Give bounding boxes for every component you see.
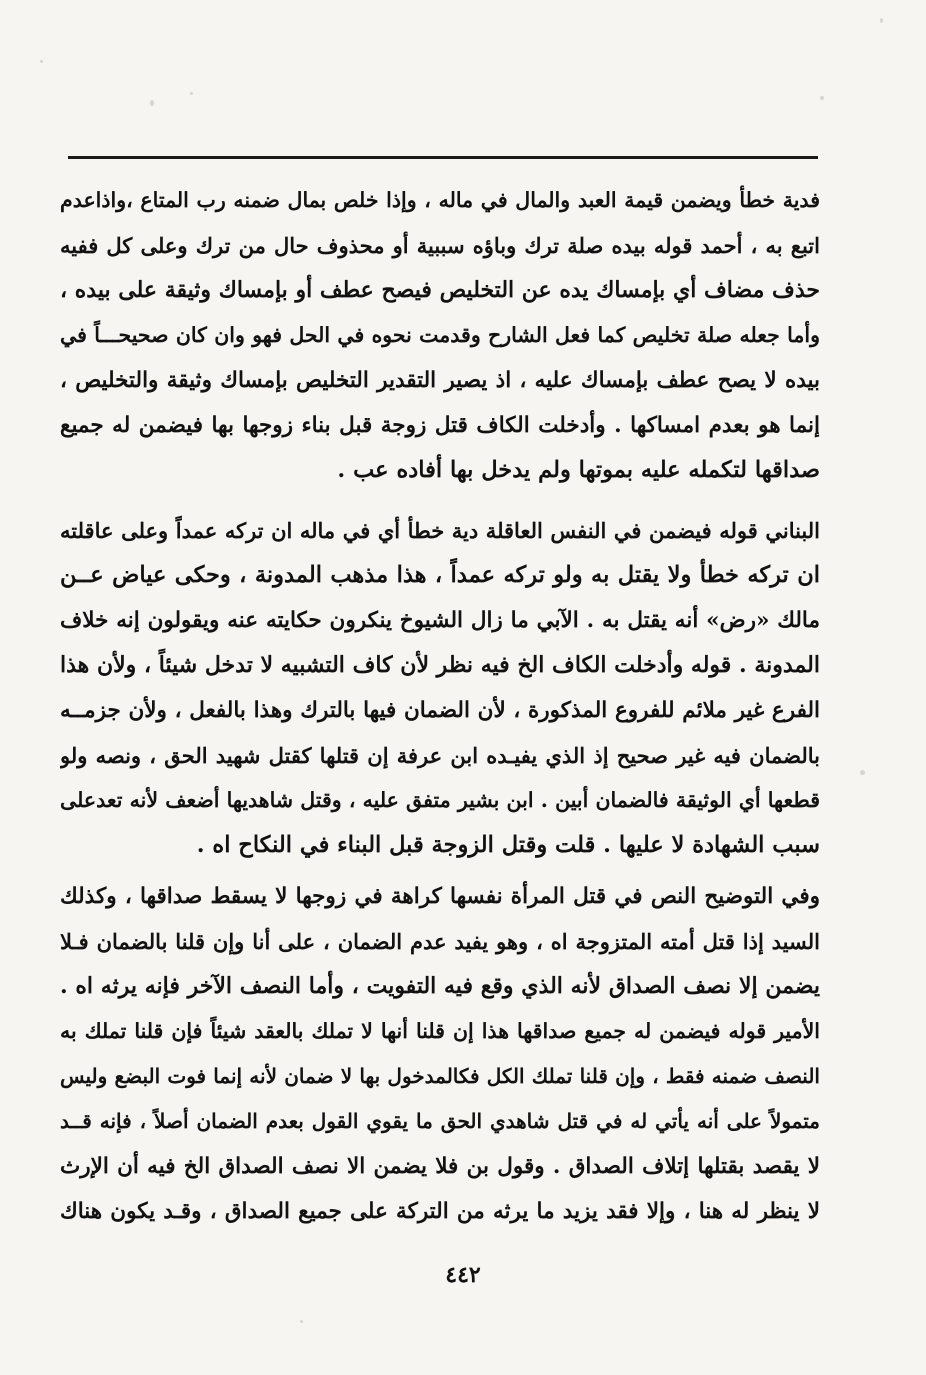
text-line: اتبع به ، أحمد قوله بيده صلة ترك وباؤه سببية أو محذوف حال من ترك وعلى كل ففيه <box>60 233 820 258</box>
paragraph-3 <box>60 874 820 1234</box>
scan-speckle <box>300 1320 303 1323</box>
scan-speckle <box>190 92 193 95</box>
text-line: بالضمان فيه غير صحيح إذ الذي يفيـده ابن عرفة إن قتلها كقتل شهيد الحق ، ونصه ولو <box>60 743 820 768</box>
scan-speckle <box>40 60 43 63</box>
scan-speckle <box>820 96 824 100</box>
text-line: مالك «رض» أنه يقتل به . الآبي ما زال الشيوخ ينكرون حكايته عنه ويقولون إنه خلاف <box>60 608 820 633</box>
paragraph-1 <box>60 178 820 493</box>
text-line: يضمن إلا نصف الصداق لأنه الذي وقع فيه التفويت ، وأما النصف الآخر فإنه يرثه اه . <box>60 973 820 999</box>
text-line: الفرع غير ملائم للفروع المذكورة ، لأن الضمان فيها بالترك وهذا بالفعل ، ولأن جزمــه <box>60 698 820 723</box>
header-rule <box>68 156 818 159</box>
scan-speckle <box>880 18 883 23</box>
scan-speckle <box>860 770 865 775</box>
text-line: فدية خطأ ويضمن قيمة العبد والمال في ماله ، وإذا خلص بمال ضمنه رب المتاع ،واذاعدم <box>60 188 820 212</box>
text-line: السيد إذا قتل أمته المتزوجة اه ، وهو يفيد عدم الضمان ، على أنا وإن قلنا بالضمان فـلا <box>60 929 820 954</box>
text-line: متمولاً على أنه يأتي له في قتل شاهدي الحق ما يقوي القول بعدم الضمان أصلاً ، فإنه قــد <box>60 1109 820 1133</box>
text-line: وفي التوضيح النص في قتل المرأة نفسها كراهة في زوجها لا يسقط صداقها ، وكذلك <box>60 884 820 909</box>
text-line: البناني قوله فيضمن في النفس العاقلة دية خطأ أي في ماله ان تركه عمداً وعلى عاقلته <box>60 518 820 543</box>
text-line: المدونة . قوله وأدخلت الكاف الخ فيه نظر لأن كاف التشبيه لا تدخل شيئاً ، ولأن هذا <box>60 652 820 678</box>
text-line: بيده لا يصح عطف بإمساك عليه ، اذ يصير التقدير التخليص بإمساك وثيقة والتخليص ، <box>60 368 820 393</box>
text-line: إنما هو بعدم امساكها . وأدخلت الكاف قتل زوجة قبل بناء زوجها بها فيضمن له جميع <box>60 413 820 438</box>
page-number: ٤٤٢ <box>445 1262 481 1288</box>
text-line: صداقها لتكمله عليه بموتها ولم يدخل بها أفاده عب . <box>337 457 820 483</box>
text-line: حذف مضاف أي بإمساك يده عن التخليص فيصح عطف أو بإمساك وثيقة على بيده ، <box>60 277 820 303</box>
text-line: النصف ضمنه فقط ، وإن قلنا تملك الكل فكالمدخول بها لا ضمان لأنه إنما فوت البضع وليس <box>60 1064 820 1088</box>
text-line: قطعها أي الوثيقة فالضمان أبين . ابن بشير متفق عليه ، وقتل شاهديها أضعف لأنه تعدعلى <box>60 788 820 812</box>
text-line: وأما جعله صلة تخليص كما فعل الشارح وقدمت نحوه في الحل فهو وان كان صحيحـــاً في <box>60 323 820 347</box>
scan-speckle <box>150 100 154 106</box>
text-line: ان تركه خطأ ولا يقتل به ولو تركه عمداً ، هذا مذهب المدونة ، وحكى عياض عــن <box>60 562 820 588</box>
text-line: سبب الشهادة لا عليها . قلت وقتل الزوجة قبل البناء في النكاح اه . <box>196 832 820 858</box>
text-line: لا يقصد بقتلها إتلاف الصداق . وقول بن فلا يضمن الا نصف الصداق الخ فيه أن الإرث <box>60 1154 820 1179</box>
paragraph-2 <box>60 508 820 868</box>
text-line: لا ينظر له هنا ، وإلا فقد يزيد ما يرثه من التركة على جميع الصداق ، وقـد يكون هناك <box>60 1199 820 1224</box>
text-line: الأمير قوله فيضمن له جميع صداقها هذا إن قلنا أنها لا تملك بالعقد شيئاً فإن قلنا تملك به <box>60 1019 820 1043</box>
